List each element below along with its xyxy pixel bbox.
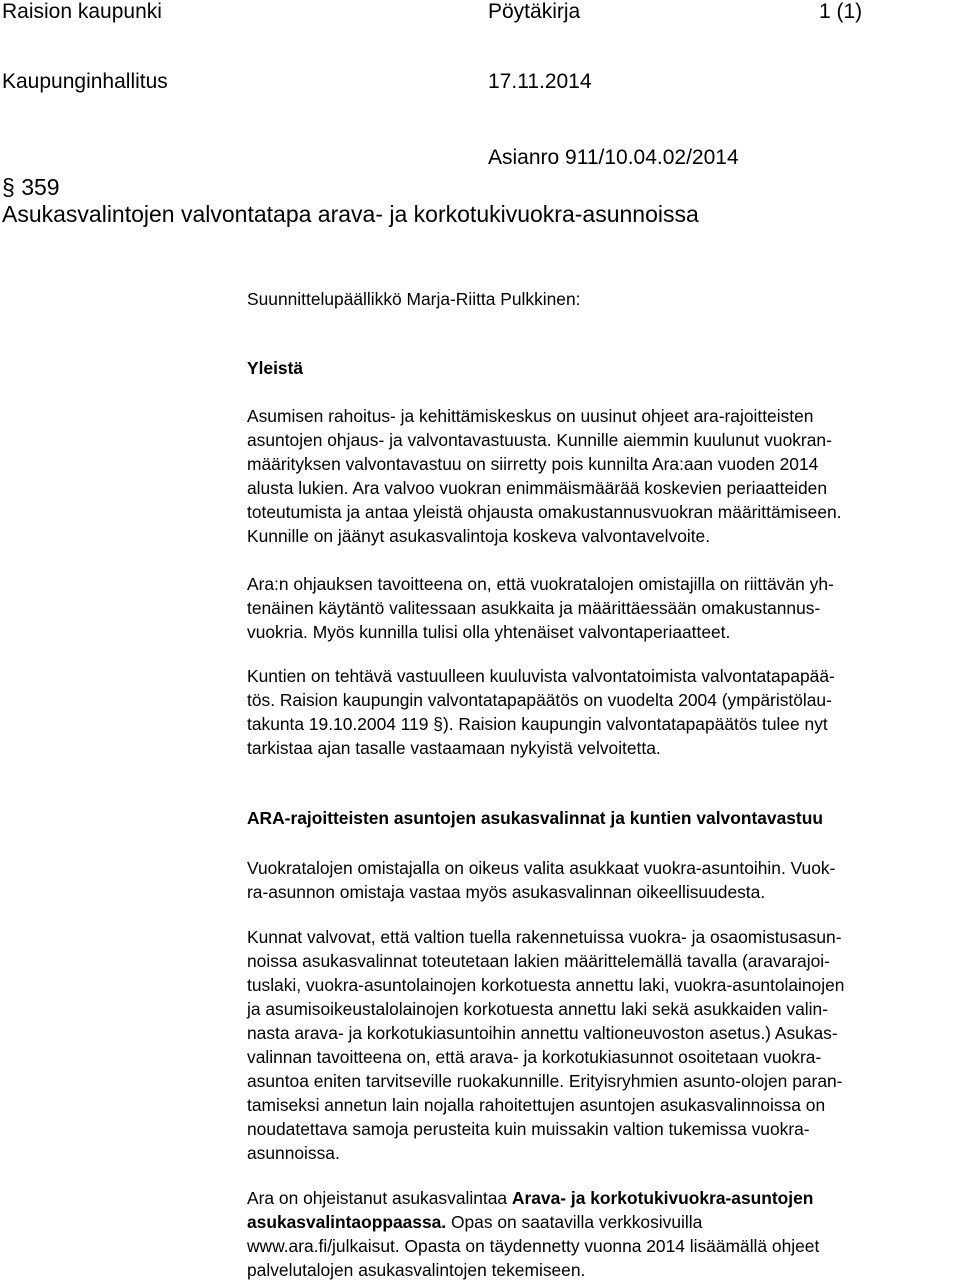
paragraph-line: www.ara.fi/julkaisut. Opasta on täydennetty vuonna 2014 lisäämällä ohjeet: [247, 1236, 820, 1256]
paragraph-4: [247, 856, 957, 904]
paragraph-3: [247, 664, 957, 760]
case-number: Asianro 911/10.04.02/2014: [488, 146, 739, 169]
paragraph-line: vuokria. Myös kunnilla tulisi olla yhtenäiset valvontaperiaatteet.: [247, 622, 731, 642]
paragraph-line: ja asumisoikeustalolainojen korkotuesta annettu laki sekä asukkaiden valin-: [247, 999, 828, 1019]
paragraph-line: noissa asukasvalinnat toteutetaan lakien määrittelemällä tavalla (aravarajoi-: [247, 951, 830, 971]
paragraph-line: määrityksen valvontavastuu on siirretty pois kunnilta Ara:aan vuoden 2014: [247, 454, 819, 474]
paragraph-line: tamiseksi annetun lain nojalla rahoitettujen asuntojen asukasvalinnoissa on: [247, 1095, 826, 1115]
paragraph-line: Kunnille on jäänyt asukasvalintoja koskeva valvontavelvoite.: [247, 526, 711, 546]
paragraph-line: Asumisen rahoitus- ja kehittämiskeskus on uusinut ohjeet ara-rajoitteisten: [247, 406, 814, 426]
paragraph-line: [247, 1210, 957, 1234]
section-heading: ARA-rajoitteisten asuntojen asukasvalinnat ja kuntien valvontavastuu: [247, 808, 823, 828]
paragraph-line: noudatettava samoja perusteita kuin muissakin valtion tukemissa vuokra-: [247, 1119, 810, 1139]
paragraph-line: Vuokratalojen omistajalla on oikeus valita asukkaat vuokra-asuntoihin. Vuok-: [247, 858, 836, 878]
paragraph-text: Opas on saatavilla verkkosivuilla: [446, 1212, 703, 1232]
paragraph-line: [247, 1186, 957, 1210]
paragraph-text: Ara on ohjeistanut asukasvalintaa: [247, 1188, 512, 1208]
section-number: 359: [21, 174, 60, 200]
paragraph-line: tös. Raision kaupungin valvontatapapäätös on vuodelta 2004 (ympäristölau-: [247, 690, 832, 710]
meeting-body: Kaupunginhallitus: [2, 70, 168, 93]
paragraph-line: tenäinen käytäntö valitessaan asukkaita ja määrittäessään omakustannus-: [247, 598, 821, 618]
paragraph-2: [247, 572, 957, 644]
paragraph-line: alusta lukien. Ara valvoo vuokran enimmäismäärää koskevien periaatteiden: [247, 478, 828, 498]
paragraph-line: Kunnat valvovat, että valtion tuella rakennetuissa vuokra- ja osaomistusasun-: [247, 927, 842, 947]
meeting-date: 17.11.2014: [488, 70, 592, 93]
document-type: Pöytäkirja: [488, 0, 581, 23]
paragraph-line: Ara:n ohjauksen tavoitteena on, että vuokratalojen omistajilla on riittävän yh-: [247, 574, 834, 594]
paragraph-line: takunta 19.10.2004 119 §). Raision kaupungin valvontatapapäätös tulee nyt: [247, 714, 828, 734]
paragraph-line: tarkistaa ajan tasalle vastaamaan nykyistä velvoitetta.: [247, 738, 661, 758]
guide-title-cont: asukasvalintaoppaassa.: [247, 1212, 447, 1232]
paragraph-line: palvelutalojen asukasvalintojen tekemiseen.: [247, 1260, 586, 1280]
paragraph-line: asunnoissa.: [247, 1143, 340, 1163]
paragraph-line: asuntojen ohjaus- ja valvontavastuusta. Kunnille aiemmin kuulunut vuokran-: [247, 430, 832, 450]
paragraph-line: Kuntien on tehtävä vastuulleen kuuluvista valvontatoimista valvontatapapää-: [247, 666, 835, 686]
paragraph-6: [247, 1186, 957, 1282]
paragraph-line: ra-asunnon omistaja vastaa myös asukasvalinnan oikeellisuudesta.: [247, 882, 766, 902]
item-number: [2, 174, 60, 201]
item-title: Asukasvalintojen valvontatapa arava- ja korkotukivuokra-asunnoissa: [2, 201, 699, 227]
guide-title: Arava- ja korkotukivuokra-asuntojen: [511, 1188, 814, 1208]
city-name: Raision kaupunki: [2, 0, 162, 23]
paragraph-line: valinnan tavoitteena on, että arava- ja korkotukiasunnot osoitetaan vuokra-: [247, 1047, 822, 1067]
paragraph-line: tuslaki, vuokra-asuntolainojen korkotuesta annettu laki, vuokra-asuntolainojen: [247, 975, 845, 995]
paragraph-line: nasta arava- ja korkotukiasuntoihin annettu valtioneuvoston asetus.) Asukas-: [247, 1023, 838, 1043]
presenter: Suunnittelupäällikkö Marja-Riitta Pulkkinen:: [247, 289, 581, 309]
paragraph-5: [247, 925, 957, 1165]
paragraph-1: [247, 404, 957, 548]
general-heading: Yleistä: [247, 358, 304, 378]
page-number: 1 (1): [819, 0, 863, 23]
section-symbol: §: [2, 174, 15, 200]
paragraph-line: toteutumista ja antaa yleistä ohjausta omakustannusvuokran määrittämiseen.: [247, 502, 842, 522]
paragraph-line: asuntoa eniten tarvitseville ruokakunnille. Erityisryhmien asunto-olojen paran-: [247, 1071, 843, 1091]
